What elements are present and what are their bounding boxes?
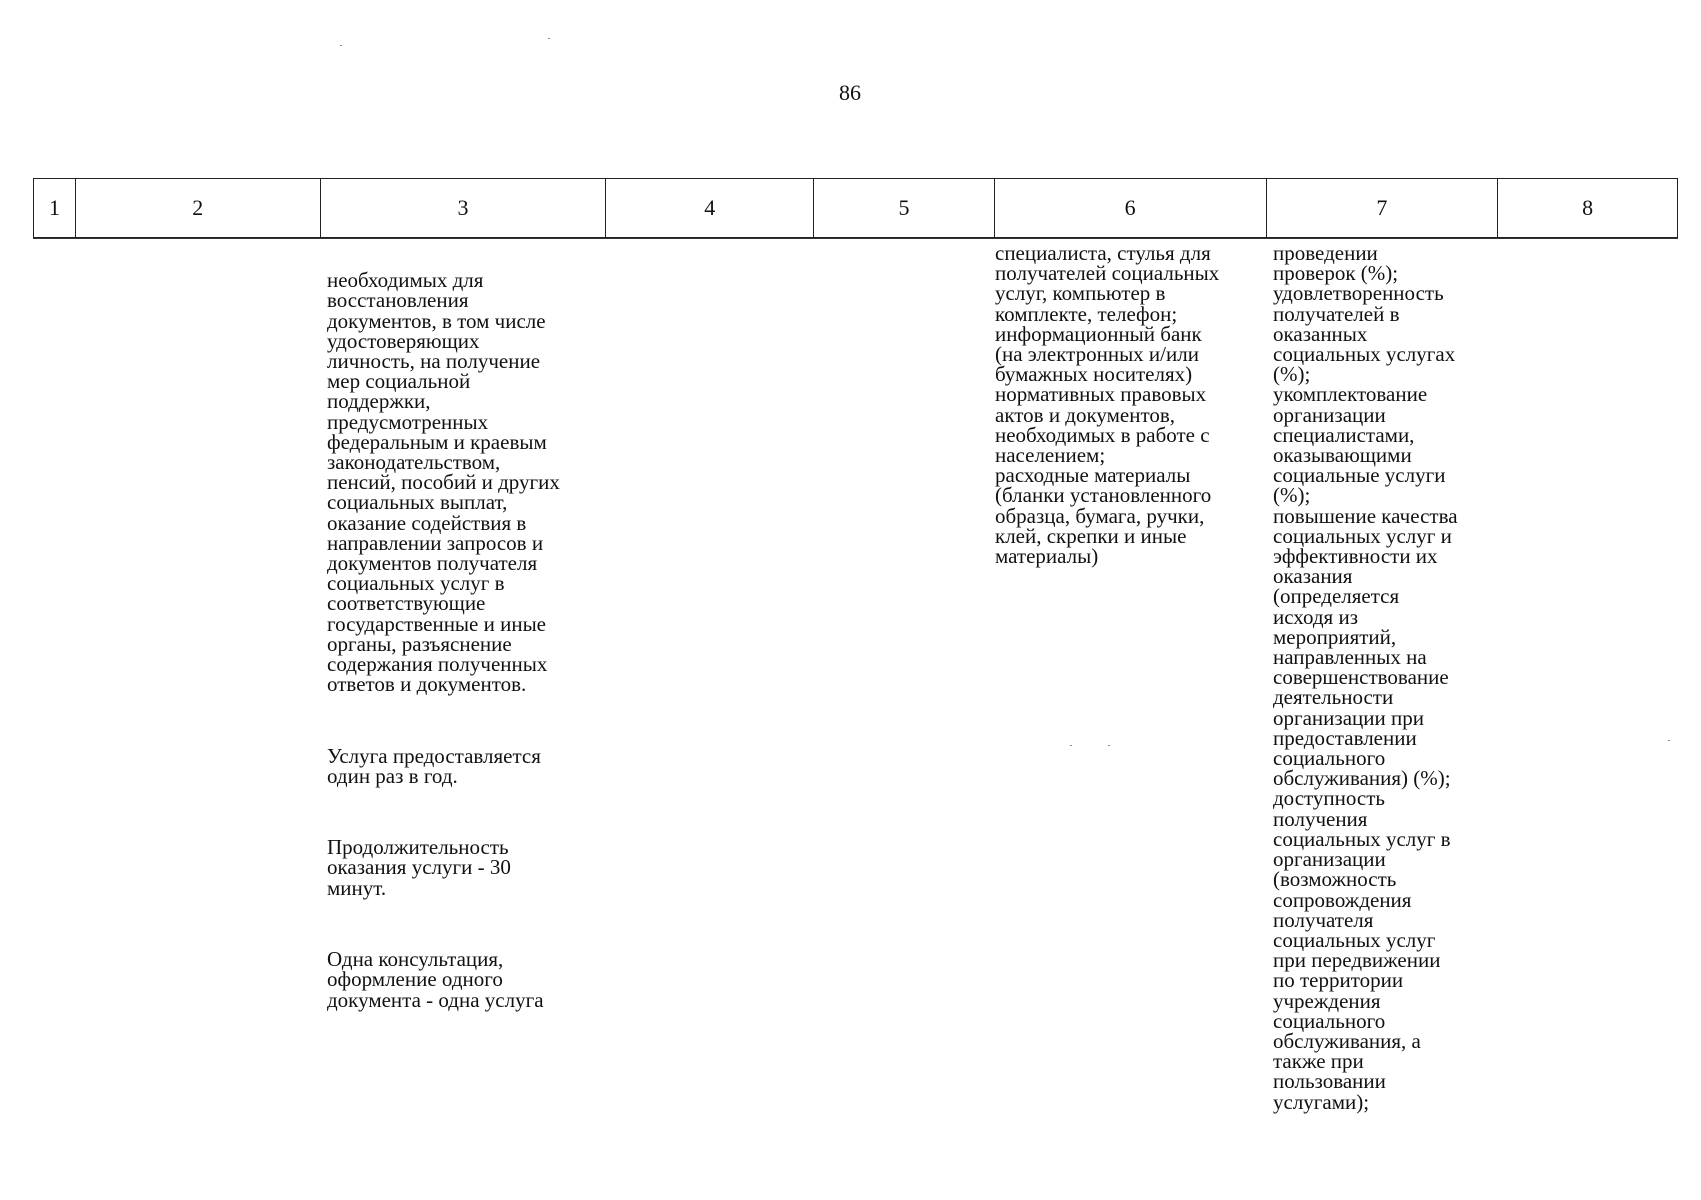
scan-speck xyxy=(1668,740,1670,741)
header-cell-2: 2 xyxy=(76,179,321,237)
header-cell-5: 5 xyxy=(814,179,995,237)
column-3-cell xyxy=(327,250,607,1061)
column-6-cell: специалиста, стулья для получателей социальных услуг, компьютер в комплекте, телефон; информационный банк (на электронных и/или бумажных носителях) нормативных правовых актов и документов, необходимых в работе с населением; расходные материалы (бланки установленного образца, бумага, ручки, клей, скрепки и иные материалы) xyxy=(995,241,1220,569)
column-3-paragraph-unit: Одна консультация, оформление одного документа - одна услуга xyxy=(327,947,544,1012)
header-cell-3: 3 xyxy=(321,179,607,237)
header-cell-7: 7 xyxy=(1267,179,1499,237)
header-cell-1: 1 xyxy=(34,179,76,237)
scan-speck xyxy=(548,38,550,39)
column-7-cell: проведении проверок (%); удовлетворенность получателей в оказанных социальных услугах (%); укомплектование организации специалистами, оказывающими социальные услуги (%); повышение качества социальных услуг и эффективности их оказания (определяется исходя из мероприятий, направленных на совершенствование деятельности организации при предоставлении социального обслуживания) (%); доступность получения социальных услуг в организации (возможность сопровождения получателя социальных услуг при передвижении по территории учреждения социального обслуживания, а также при пользовании услугами); xyxy=(1273,241,1458,1114)
column-3-paragraph-duration: Продолжительность оказания услуги - 30 минут. xyxy=(327,835,511,900)
header-cell-6: 6 xyxy=(995,179,1267,237)
table-header-row xyxy=(33,178,1678,238)
table-body-top-border xyxy=(33,238,1678,239)
header-cell-8: 8 xyxy=(1582,195,1594,220)
scan-speck xyxy=(1108,745,1110,746)
page-number: 86 xyxy=(839,80,861,105)
column-3-paragraph-frequency: Услуга предоставляется один раз в год. xyxy=(327,743,541,788)
header-cell-4: 4 xyxy=(606,179,814,237)
column-3-paragraph-description: необходимых для восстановления документов, в том числе удостоверяющих личность, на получение мер социальной поддержки, предусмотренных федеральным и краевым законодательством, пенсий, пособий и других социальных выплат, оказание содействия в направлении запросов и документов получателя социальных услуг в соответствующие государственные и иные органы, разъяснение содержания полученных ответов и документов. xyxy=(327,268,560,697)
scan-speck xyxy=(340,45,342,46)
scan-speck xyxy=(1070,745,1072,746)
